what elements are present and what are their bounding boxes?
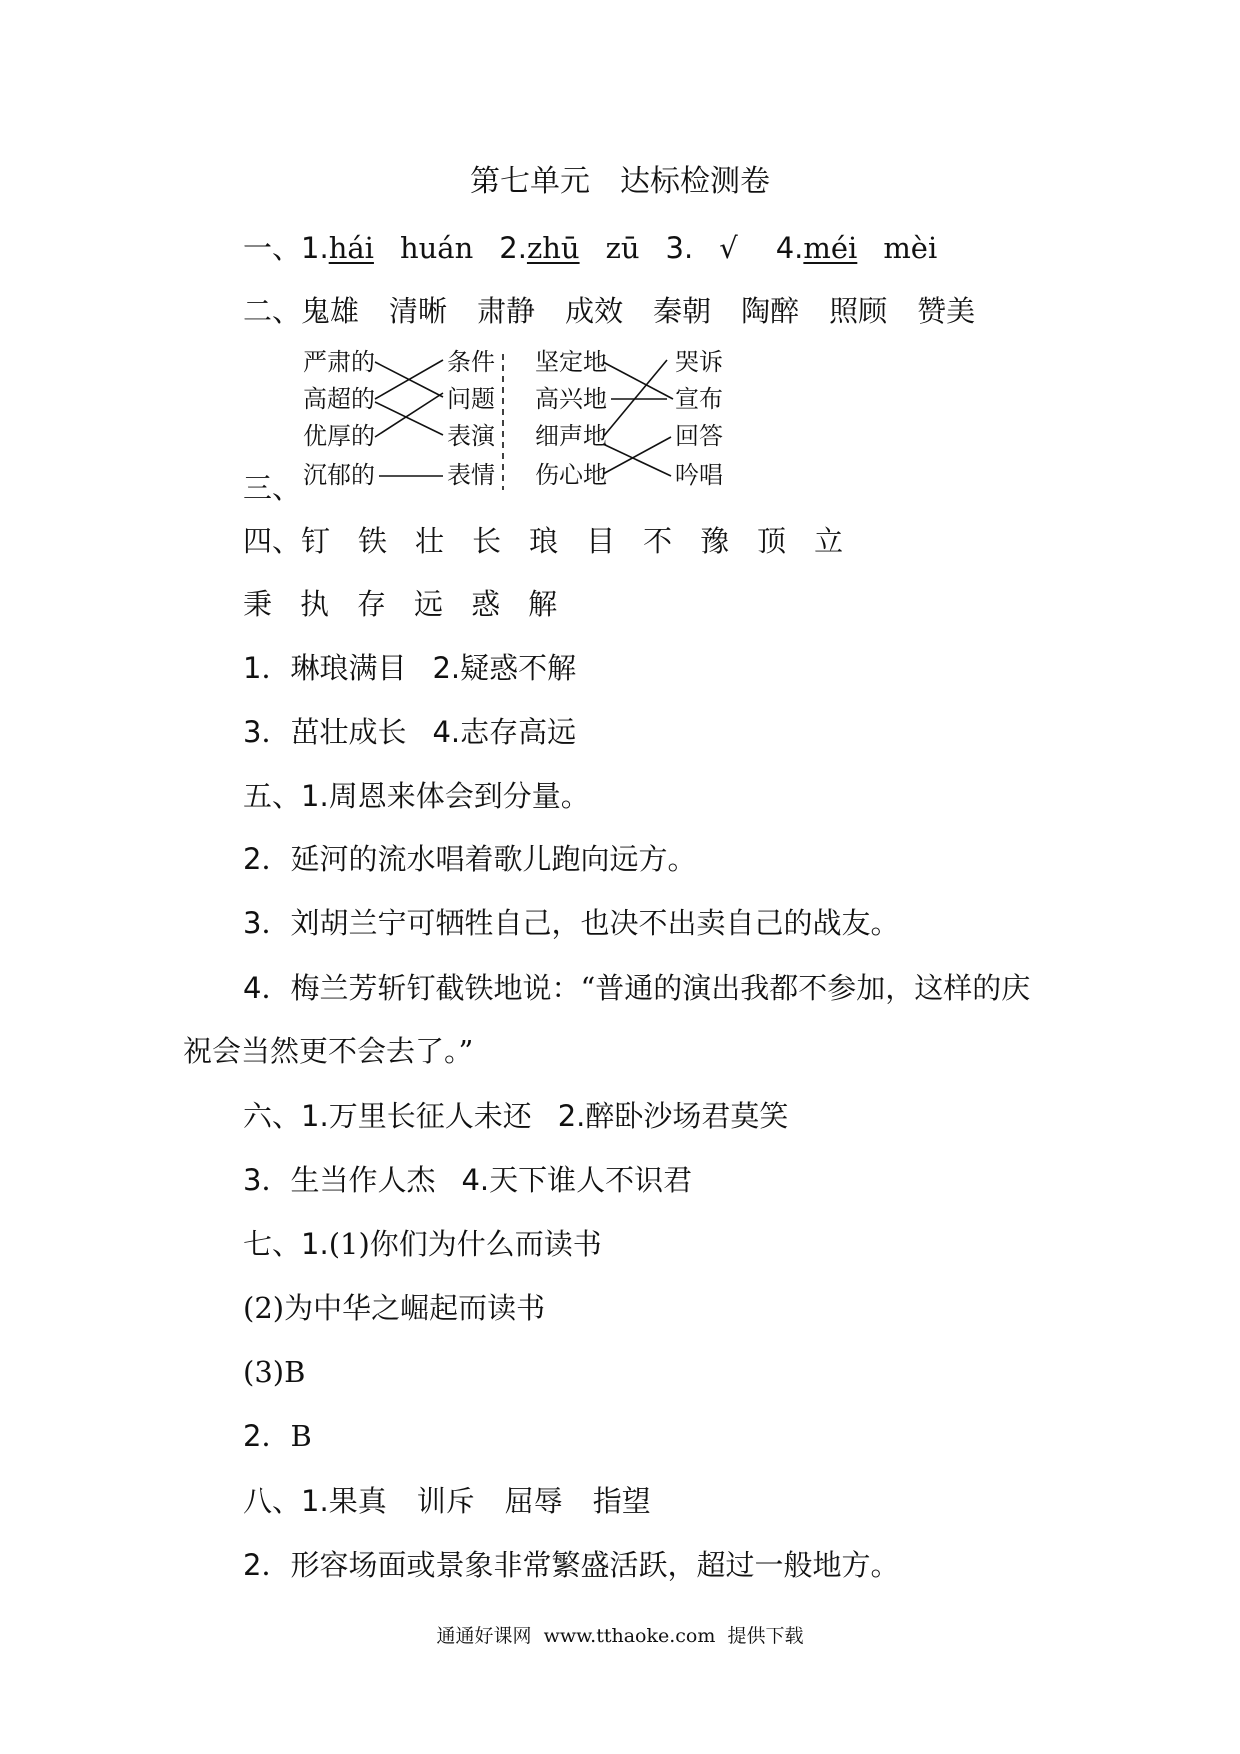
section-label: 一、: [243, 231, 302, 265]
word: 赞美: [917, 294, 976, 328]
answer: hái: [328, 231, 374, 265]
answer-text: 周恩来体会到分量。: [328, 779, 590, 813]
footer-note: 提供下载: [727, 1625, 804, 1647]
match-line: [603, 362, 673, 399]
item-number: 2．: [243, 842, 291, 876]
section-label: 二、: [243, 294, 302, 328]
section-7: [243, 1226, 602, 1262]
section-4-row2: [243, 586, 585, 622]
item-number: 2.: [432, 651, 461, 685]
answer-line: (3)B: [243, 1355, 306, 1389]
matching-diagram: [243, 340, 763, 505]
char: 琅: [529, 524, 559, 558]
answer-text: 志存高远: [460, 715, 577, 749]
char: 豫: [700, 524, 730, 558]
answer-text: 梅兰芳斩钉截铁地说：“普通的演出我都不参加，这样的庆: [290, 971, 1031, 1005]
char: 顶: [757, 524, 787, 558]
section-6: [243, 1098, 788, 1134]
page-title: [0, 164, 1240, 200]
section-label: 八、: [243, 1484, 302, 1518]
match-line: [603, 437, 671, 474]
section-label: 四、: [243, 524, 302, 558]
match-word: 问题: [447, 385, 495, 413]
char: 长: [472, 524, 502, 558]
match-line: [603, 444, 671, 476]
item-number: 4．: [243, 971, 291, 1005]
section-label: 三、: [243, 471, 302, 505]
match-word: 高超的: [303, 385, 375, 413]
answer: huán: [399, 231, 474, 265]
item-number: 3．: [243, 1163, 291, 1197]
match-word: 哭诉: [675, 348, 723, 376]
char: 铁: [358, 524, 388, 558]
item-number: 4.: [775, 231, 804, 265]
char: 解: [528, 587, 558, 621]
answer-line: [243, 1418, 312, 1454]
match-word: 条件: [447, 348, 495, 376]
answer-line-cont: 祝会当然更不会去了。”: [183, 1034, 474, 1068]
word: 指望: [592, 1484, 651, 1518]
char: 壮: [415, 524, 445, 558]
section-1: [243, 230, 937, 266]
answer-text: 形容场面或景象非常繁盛活跃，超过一般地方。: [290, 1548, 900, 1582]
char: 执: [300, 587, 330, 621]
word: 肃静: [477, 294, 536, 328]
title-unit: 第七单元: [470, 164, 590, 199]
word: 陶醉: [741, 294, 800, 328]
answer-text: 生当作人杰: [290, 1163, 436, 1197]
match-word: 沉郁的: [303, 461, 375, 489]
answer-text: 为中华之崛起而读书: [284, 1291, 546, 1325]
footer-site: 通通好课网: [436, 1625, 532, 1647]
answer: √: [719, 231, 738, 265]
char: 立: [814, 524, 844, 558]
section-2: [243, 293, 1005, 329]
answer-text: B: [290, 1419, 312, 1453]
answer-line: [243, 841, 696, 877]
item-number: 1.: [301, 231, 329, 265]
match-word: 伤心地: [535, 461, 607, 489]
word: 照顾: [829, 294, 888, 328]
char: 远: [414, 587, 444, 621]
match-word: 表情: [447, 461, 495, 489]
char: 不: [643, 524, 673, 558]
answer-text: 刘胡兰宁可牺牲自己，也决不出卖自己的战友。: [290, 906, 900, 940]
section-4: [243, 523, 871, 559]
answer-text: 天下谁人不识君: [489, 1163, 693, 1197]
answer-text: 你们为什么而读书: [369, 1227, 602, 1261]
word: 秦朝: [653, 294, 712, 328]
item-number: 2．: [243, 1419, 291, 1453]
answer-line: [243, 905, 899, 941]
item-number: 2．: [243, 1548, 291, 1582]
answer-line: [243, 650, 576, 686]
answer: zū: [605, 231, 640, 265]
item-number: 1.: [301, 1227, 329, 1261]
match-word: 宣布: [675, 385, 723, 413]
char: 目: [586, 524, 616, 558]
match-word: 坚定地: [535, 348, 607, 376]
match-word: 回答: [675, 422, 723, 450]
char: 存: [357, 587, 387, 621]
answer-line: [243, 1547, 899, 1583]
match-line: [375, 360, 443, 399]
item-number: 1.: [301, 779, 329, 813]
word: 屈辱: [504, 1484, 563, 1518]
item-number: 2.: [557, 1099, 586, 1133]
item-number: 2.: [499, 231, 527, 265]
section-label: 六、: [243, 1099, 302, 1133]
word: 成效: [565, 294, 624, 328]
answer-line: [243, 714, 576, 750]
section-5: [243, 778, 590, 814]
footer-url[interactable]: www.tthaoke.com: [543, 1625, 716, 1647]
word: 鬼雄: [301, 294, 360, 328]
item-number: 4.: [432, 715, 461, 749]
item-number: 1.: [301, 1099, 329, 1133]
answer-text: 茁壮成长: [290, 715, 407, 749]
item-number: 4.: [461, 1163, 490, 1197]
item-number: 1．: [243, 651, 291, 685]
match-word: 高兴地: [535, 385, 607, 413]
answer-text: 琳琅满目: [290, 651, 407, 685]
item-number: 3.: [665, 231, 694, 265]
answer-text: 延河的流水唱着歌儿跑向远方。: [290, 842, 697, 876]
footer: [0, 1624, 1240, 1648]
item-number: 3．: [243, 715, 291, 749]
answer-text: 疑惑不解: [460, 651, 577, 685]
section-label: 七、: [243, 1227, 302, 1261]
match-word: 表演: [447, 422, 495, 450]
match-word: 优厚的: [303, 422, 375, 450]
char: 惑: [471, 587, 501, 621]
word: 果真: [328, 1484, 387, 1518]
answer-line: [243, 970, 1030, 1006]
answer-text: 万里长征人未还: [328, 1099, 532, 1133]
char: 秉: [243, 587, 273, 621]
answer: zhū: [526, 231, 580, 265]
answer: mèi: [883, 231, 938, 265]
answer-line: [243, 1290, 545, 1326]
match-word: 严肃的: [303, 348, 375, 376]
answer-line: [243, 1162, 692, 1198]
answer-text: 醉卧沙场君莫笑: [585, 1099, 789, 1133]
item-number: 1.: [301, 1484, 329, 1518]
section-8: [243, 1483, 681, 1519]
title-name: 达标检测卷: [620, 164, 770, 199]
answer: méi: [803, 231, 858, 265]
match-word: 细声地: [535, 422, 607, 450]
sub-number: (2): [243, 1291, 285, 1325]
char: 钉: [301, 524, 331, 558]
item-number: 3．: [243, 906, 291, 940]
word: 训斥: [416, 1484, 475, 1518]
match-word: 吟唱: [675, 461, 723, 489]
sub-number: (1): [328, 1227, 370, 1261]
section-label: 五、: [243, 779, 302, 813]
word: 清晰: [389, 294, 448, 328]
